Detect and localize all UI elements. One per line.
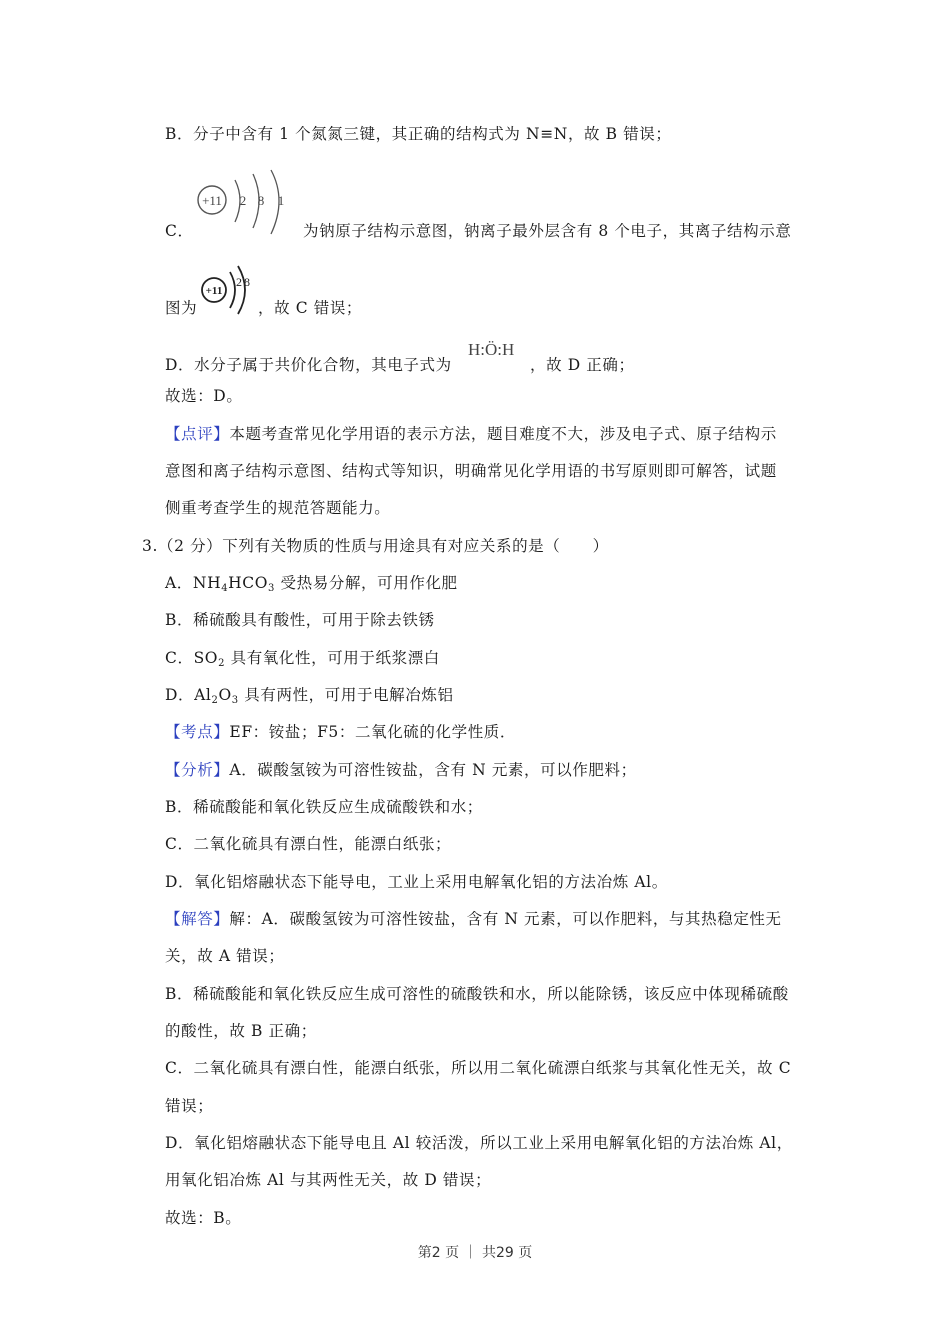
- jieda-line-1: 【解答】解：A．碳酸氢铵为可溶性铵盐，含有 N 元素，可以作肥料，与其热稳定性无: [165, 910, 782, 928]
- page-footer: 第2 页 ｜ 共29 页: [417, 1245, 533, 1261]
- option-c-cont-suffix: ，故 C 错误；: [258, 299, 363, 317]
- jieda-line-2: 关，故 A 错误；: [165, 947, 285, 965]
- option-d-explanation: D．水分子属于共价化合物，其电子式为: [165, 356, 452, 374]
- kaodian-line: 【考点】EF：铵盐；F5：二氧化硫的化学性质．: [165, 723, 516, 741]
- option-c-explanation: 为钠原子结构示意图，钠离子最外层含有 8 个电子，其离子结构示意: [303, 222, 792, 240]
- option-d-suffix: ，故 D 正确；: [530, 356, 635, 374]
- option-b-explanation: B．分子中含有 1 个氮氮三键，其正确的结构式为 N≡N，故 B 错误；: [165, 125, 672, 143]
- jieda-line-6: 错误；: [165, 1097, 214, 1115]
- fenxi-line-1: 【分析】A．碳酸氢铵为可溶性铵盐，含有 N 元素，可以作肥料；: [165, 761, 637, 779]
- svg-text:8: 8: [244, 275, 250, 289]
- jieda-line-3: B．稀硫酸能和氧化铁反应生成可溶性的硫酸铁和水，所以能除锈，该反应中体现稀硫酸: [165, 985, 789, 1003]
- comment-tag: 【点评】: [165, 425, 230, 443]
- water-electron-formula: H:Ö:H: [468, 340, 515, 359]
- jieda-line-4: 的酸性，故 B 正确；: [165, 1022, 317, 1040]
- jieda-line-7: D．氧化铝熔融状态下能导电且 Al 较活泼，所以工业上采用电解氧化铝的方法冶炼 Al，: [165, 1134, 793, 1152]
- sodium-atom-diagram: [195, 168, 295, 240]
- q3-option-a: A．$NH_4HCO_3$ 受热易分解，可用作化肥: [165, 574, 458, 594]
- svg-text:+11: +11: [202, 193, 222, 208]
- svg-text:2: 2: [236, 275, 242, 289]
- q3-option-b: B．稀硫酸具有酸性，可用于除去铁锈: [165, 611, 435, 629]
- sodium-ion-diagram: [198, 262, 258, 318]
- jieda-line-8: 用氧化铝冶炼 Al 与其两性无关，故 D 错误；: [165, 1171, 492, 1189]
- q3-option-d: D．$Al_2O_3$ 具有两性，可用于电解冶炼铝: [165, 686, 454, 706]
- answer-choice: 故选：D。: [165, 387, 243, 405]
- jieda-line-9: 故选：B。: [165, 1209, 242, 1227]
- kaodian-tag: 【考点】: [165, 723, 230, 741]
- fenxi-line-4: D．氧化铝熔融状态下能导电，工业上采用电解氧化铝的方法冶炼 Al。: [165, 873, 668, 891]
- fenxi-line-2: B．稀硫酸能和氧化铁反应生成硫酸铁和水；: [165, 798, 483, 816]
- fenxi-tag: 【分析】: [165, 761, 230, 779]
- svg-text:1: 1: [277, 193, 285, 208]
- svg-text:8: 8: [257, 193, 265, 208]
- option-c-cont-prefix: 图为: [165, 299, 198, 317]
- svg-text:2: 2: [239, 193, 247, 208]
- question-3-stem: 3.（2 分）下列有关物质的性质与用途具有对应关系的是（ ）: [142, 537, 609, 555]
- jieda-tag: 【解答】: [165, 910, 230, 928]
- option-c-label: C．: [165, 222, 194, 240]
- svg-text:+11: +11: [205, 285, 223, 297]
- jieda-line-5: C．二氧化硫具有漂白性，能漂白纸张，所以用二氧化硫漂白纸浆与其氧化性无关，故 C: [165, 1059, 792, 1077]
- fenxi-line-3: C．二氧化硫具有漂白性，能漂白纸张；: [165, 835, 452, 853]
- q3-option-c: C．$SO_2$ 具有氧化性，可用于纸浆漂白: [165, 649, 440, 669]
- comment-line-2: 意图和离子结构示意图、结构式等知识，明确常见化学用语的书写原则即可解答，试题: [165, 462, 777, 480]
- comment-line-1: 【点评】本题考查常见化学用语的表示方法，题目难度不大，涉及电子式、原子结构示: [165, 425, 777, 443]
- comment-line-3: 侧重考查学生的规范答题能力。: [165, 499, 391, 517]
